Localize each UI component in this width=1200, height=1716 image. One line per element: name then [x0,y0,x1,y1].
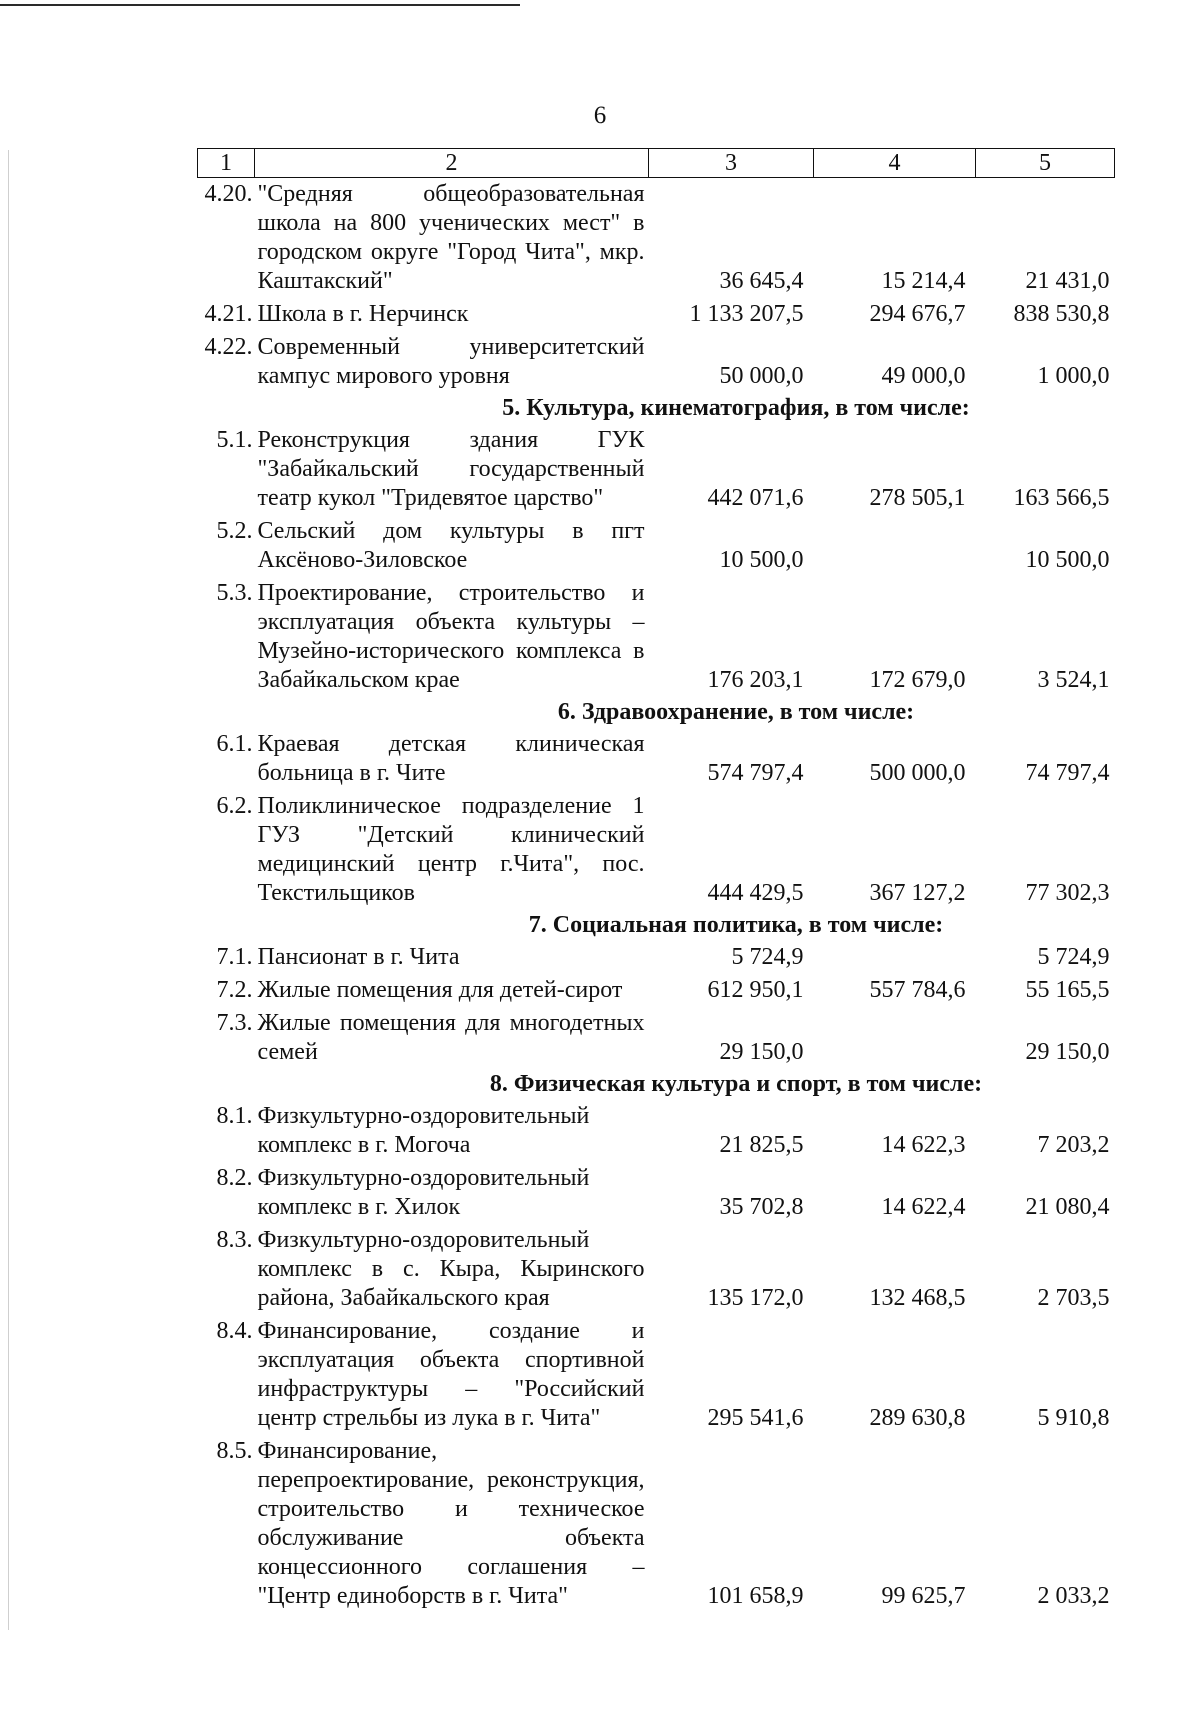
row-name: Финансирование, перепроектирование, реконструкция, строительство и техническое обслуживание объекта концессионного соглашения – "Центр единоборств в г. Чита" [257,1438,645,1609]
row-value-col3: 612 950,1 [707,977,804,1003]
row-value-col5: 77 302,3 [1025,880,1110,906]
row-value-col4: 99 625,7 [881,1583,966,1609]
column-header-3: 3 [649,149,814,178]
section-title: 8. Физическая культура и спорт, в том числе: [489,1071,983,1097]
row-index: 7.3. [216,1010,253,1036]
scan-border-top [0,4,520,6]
column-header-5: 5 [976,149,1115,178]
row-value-col5: 74 797,4 [1025,760,1110,786]
row-value-col4: 172 679,0 [869,667,966,693]
row-name: Финансирование, создание и эксплуатация объекта спортивной инфраструктуры – "Российский центр стрельбы из лука в г. Чита" [257,1318,645,1431]
row-value-col5: 7 203,2 [1037,1132,1110,1158]
section-title: 5. Культура, кинематография, в том числе: [502,395,970,421]
column-header-2: 2 [255,149,649,178]
row-value-col3: 442 071,6 [707,485,804,511]
row-name: Краевая детская клиническая больница в г. Чите [257,731,645,786]
section-heading-row [198,910,1115,941]
row-value-col5: 2 703,5 [1037,1285,1110,1311]
row-name: Жилые помещения для детей-сирот [257,977,623,1003]
table-row [198,1315,1115,1435]
row-value-col5: 21 431,0 [1025,268,1110,294]
row-value-col4 [814,1007,976,1069]
row-value-col5: 21 080,4 [1025,1194,1110,1220]
row-index: 5.2. [216,518,253,544]
row-value-col5: 1 000,0 [1037,363,1110,389]
table-row [198,1435,1115,1613]
row-value-col4: 367 127,2 [869,880,966,906]
row-value-col4: 294 676,7 [869,301,966,327]
scan-border-left [8,150,9,1630]
row-value-col3: 176 203,1 [707,667,804,693]
column-header-4: 4 [814,149,976,178]
row-index: 5.1. [216,427,253,453]
row-name: "Средняя общеобразовательная школа на 800 ученических мест" в городском округе "Город Чита", мкр. Каштакский" [257,181,645,294]
row-value-col4: 15 214,4 [881,268,966,294]
row-index: 6.1. [216,731,253,757]
table-row [198,515,1115,577]
row-name: Сельский дом культуры в пгт Аксёново-Зиловское [257,518,645,573]
row-index: 7.1. [216,944,253,970]
row-value-col5: 55 165,5 [1025,977,1110,1003]
row-value-col4 [814,941,976,974]
table-row [198,728,1115,790]
row-value-col5: 2 033,2 [1037,1583,1110,1609]
row-value-col3: 35 702,8 [719,1194,804,1220]
table-row [198,1007,1115,1069]
row-value-col3: 101 658,9 [707,1583,804,1609]
table-row [198,974,1115,1007]
table-row [198,1100,1115,1162]
row-name: Школа в г. Нерчинск [257,301,469,327]
section-heading-row [198,697,1115,728]
table-header [198,149,1115,178]
row-index: 4.20. [204,181,253,207]
section-title: 6. Здравоохранение, в том числе: [557,699,915,725]
row-value-col3: 444 429,5 [707,880,804,906]
table-row [198,1162,1115,1224]
row-value-col4: 14 622,4 [881,1194,966,1220]
row-name: Поликлиническое подразделение 1 ГУЗ "Детский клинический медицинский центр г.Чита", пос. Текстильщиков [257,793,645,906]
table-row [198,331,1115,393]
row-index: 8.4. [216,1318,253,1344]
row-value-col5: 5 724,9 [1037,944,1110,970]
row-name: Проектирование, строительство и эксплуатация объекта культуры – Музейно-исторического комплекса в Забайкальском крае [257,580,645,693]
row-name: Физкультурно-оздоровительный комплекс в г. Хилок [257,1165,590,1220]
section-title: 7. Социальная политика, в том числе: [528,912,944,938]
row-value-col5: 838 530,8 [1013,301,1110,327]
row-value-col4: 49 000,0 [881,363,966,389]
header-row [198,149,1115,178]
row-value-col4: 132 468,5 [869,1285,966,1311]
row-name: Физкультурно-оздоровительный комплекс в г. Могоча [257,1103,590,1158]
row-value-col4: 289 630,8 [869,1405,966,1431]
column-header-1: 1 [198,149,255,178]
table-row [198,790,1115,910]
row-value-col4: 278 505,1 [869,485,966,511]
table-row [198,424,1115,515]
row-value-col4: 557 784,6 [869,977,966,1003]
row-index: 8.2. [216,1165,253,1191]
section-heading-row [198,1069,1115,1100]
table-row [198,941,1115,974]
row-value-col3: 574 797,4 [707,760,804,786]
table-row [198,178,1115,299]
row-value-col3: 295 541,6 [707,1405,804,1431]
row-value-col5: 3 524,1 [1037,667,1110,693]
row-value-col4: 14 622,3 [881,1132,966,1158]
row-value-col5: 29 150,0 [1025,1039,1110,1065]
row-value-col3: 5 724,9 [731,944,804,970]
row-value-col3: 10 500,0 [719,547,804,573]
table-row [198,1224,1115,1315]
row-index: 8.1. [216,1103,253,1129]
row-name: Жилые помещения для многодетных семей [257,1010,645,1065]
row-index: 8.5. [216,1438,253,1464]
row-index: 7.2. [216,977,253,1003]
table-row [198,298,1115,331]
row-name: Пансионат в г. Чита [257,944,460,970]
row-value-col3: 21 825,5 [719,1132,804,1158]
section-heading-row [198,393,1115,424]
row-index: 4.22. [204,334,253,360]
row-name: Физкультурно-оздоровительный комплекс в с. Кыра, Кыринского района, Забайкальского края [257,1227,645,1311]
row-index: 4.21. [204,301,253,327]
row-value-col3: 36 645,4 [719,268,804,294]
row-name: Реконструкция здания ГУК "Забайкальский государственный театр кукол "Тридевятое царство" [257,427,645,511]
row-value-col5: 163 566,5 [1013,485,1110,511]
row-value-col3: 50 000,0 [719,363,804,389]
page-number: 6 [593,102,607,129]
row-value-col5: 10 500,0 [1025,547,1110,573]
table-body [198,178,1115,1614]
row-value-col5: 5 910,8 [1037,1405,1110,1431]
row-value-col4 [814,515,976,577]
row-index: 6.2. [216,793,253,819]
budget-table [197,148,1115,1613]
row-value-col3: 1 133 207,5 [689,301,804,327]
row-index: 8.3. [216,1227,253,1253]
row-name: Современный университетский кампус мирового уровня [257,334,645,389]
row-index: 5.3. [216,580,253,606]
row-value-col3: 29 150,0 [719,1039,804,1065]
table-row [198,577,1115,697]
row-value-col4: 500 000,0 [869,760,966,786]
row-value-col3: 135 172,0 [707,1285,804,1311]
